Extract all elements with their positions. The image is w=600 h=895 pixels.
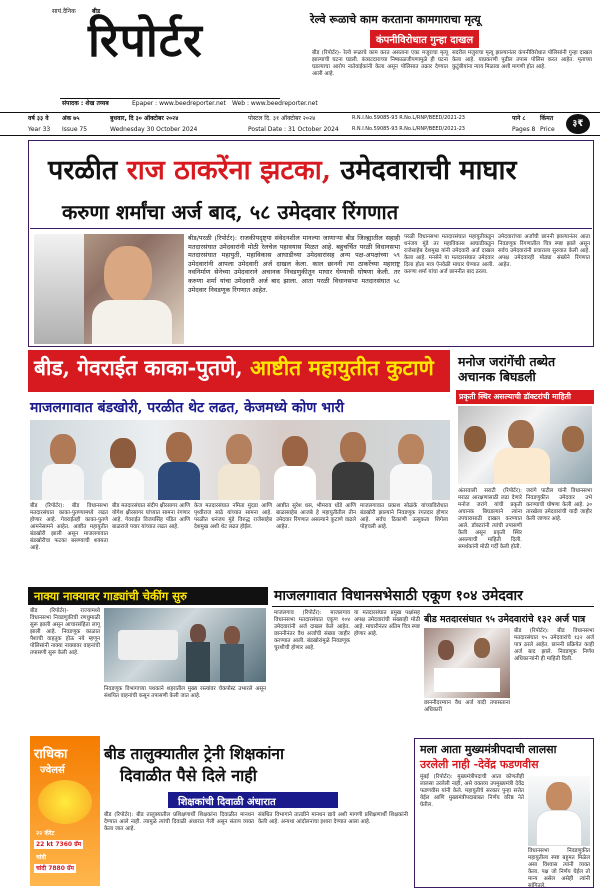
lead-body-1: बीड/परळी (रिपोर्टर): राजकीयदृष्ट्या संवेदनशील मानल्या जाणाऱ्या बीड जिल्ह्यातील सहाही मतदारसंघात उमेदवारांनी मोठी रेलचेल पहावयास मिळत आहे. बहुचर्चित परळी विधानसभा मतदारसंघात महायुती, महाविकास आघाडीच्या उमेदवारांसह अन्य पक्ष-अपक्षांच्या ५९ उमेदवारांनी आपला उमेदवारी अर्ज दाखल केला. काल छाननी त्या ठाकरेंच्या महाराष्ट्र नवनिर्माण सेनेच्या उमेदवाराने अचानक निवडणुकीतून माघार घेण्याची घोषणा केली. तर करुणा शर्मा यांचा उमेदवारी अर्ज बाद झाला. आता परळी विधानसभा मतदारसंघात ५८ उमेदवार निवडणूक रिंगणात आहेत. bbox=[188, 234, 400, 294]
manoj-body: अंतरवाली सराटी (रिपोर्टर): मराठा आरक्षणासाठी लढा देणारे मनोज जरांगे यांची प्रकृती अचानक बिघडल्याने त्यांना उपचारासाठी दाखल करण्यात आले. डॉक्टरांनी त्यांची तपासणी केली असून प्रकृती स्थिर असल्याची माहिती दिली. समर्थकांनी मोठी गर्दी केली होती. bbox=[458, 488, 522, 550]
ad-line-1: २२ कॅरेट bbox=[36, 830, 55, 837]
raj-thackeray-photo bbox=[34, 234, 184, 344]
postal-en: Postal Date : 31 October 2024 bbox=[248, 126, 339, 133]
top-story-subhead: कंपनीविरोधात गुन्हा दाखल bbox=[370, 30, 479, 48]
checking-body: बीड (रिपोर्टर)- राज्यामध्ये विधानसभा निवडणुकीची रणधुमाळी सुरू झाली असून आचारसंहिता लागू झाली आहे. निवडणूक काळात पैशाची वाहतूक होऊ नये म्हणून पोलिसांनी नाक्या नाक्यावर वाहनांची तपासणी सुरू केली आहे. bbox=[30, 608, 100, 656]
candidates-photo-strip bbox=[30, 420, 450, 500]
training-body-2: संबंधित विभागाने तातडीने मानधन द्यावे अशी मागणी प्रशिक्षणार्थी शिक्षकांनी केली आहे. अन्यथा आंदोलनाचा इशारा देण्यात आला आहे. bbox=[258, 812, 408, 825]
ad-price-1: 22 kt 7360 ग्रॅम bbox=[36, 841, 82, 848]
ad-price-2: चांदी 7880 ग्रॅम bbox=[36, 865, 74, 872]
manoj-subhead: प्रकृती स्थिर असल्याची डॉक्टरांची माहिती bbox=[456, 390, 594, 404]
beed95-photo bbox=[424, 628, 510, 698]
fadnavis-headline-1: मला आता मुख्यमंत्रीपदाची लालसा bbox=[420, 743, 557, 756]
postal-mr: पोस्टल दि. ३१ ऑक्टोबर २०२४ bbox=[248, 115, 316, 122]
second-subhead: माजलगावात बंडखोरी, परळीत थेट लढत, केजमध्ये कोण भारी bbox=[30, 400, 345, 416]
lead-body-2: परळी विधानसभा मतदारसंघात महायुतीकडून धनंजय मुंडे तर महाविकास आघाडीकडून राजेसाहेब देशमुख यांनी उमेदवारी अर्ज दाखल केला आहे. मनसेने या मतदारसंघात उमेदवार दिला होता मात्र ऐनवेळी माघार घेण्यात आली. करुणा शर्मा यांचा अर्ज छाननीत बाद ठरला. bbox=[404, 234, 494, 275]
editor-line: संपादक : शेख तय्यब bbox=[62, 100, 109, 107]
manoj-jarange-photo bbox=[458, 406, 592, 484]
price-en: Price bbox=[540, 126, 555, 133]
training-body: बीड (रिपोर्टर): बीड तालुक्यातील प्रशिक्षणार्थी शिक्षकांना दिवाळीत मानधन देण्यात आले नाही. त्यामुळे त्यांची दिवाळी अंधारात गेली असून संताप व्यक्त केला जात आहे. bbox=[104, 812, 254, 832]
issue-en: Issue 75 bbox=[62, 126, 88, 133]
second-col-2: बीड मतदारसंघात संदीप क्षीरसागर आणि योगेश क्षीरसागर यांच्यात सामना रंगणार आहे. गेवराईत विजयसिंह पंडित आणि बाळराजे पवार यांच्यात लढत आहे. bbox=[112, 503, 190, 530]
fadnavis-body: मुंबई (रिपोर्टर): मुख्यमंत्रीपदाची आता कोणतीही लालसा उरलेली नाही, असे वक्तव्य उपमुख्यमंत्री देवेंद्र फडणवीस यांनी केले. महायुतीचे सरकार पुन्हा सत्तेत येईल आणि मुख्यमंत्रीपदाबाबत निर्णय वरिष्ठ नेते घेतील. bbox=[420, 774, 524, 808]
ad-ornament bbox=[38, 780, 92, 824]
top-story-body-left: बीड (रिपोर्टर)- रेल्वे रूळाचे काम करत असताना एका मजुराचा मृत्यू झाल्याची घटना घडली. कंत्राटदाराच्या निष्काळजीपणामुळे ही घटना घडल्याचा आरोप नातेवाईकांनी केला असून पोलिसात तक्रार देण्यात आली आहे. bbox=[312, 50, 448, 77]
second-headline: बीड, गेवराईत काका-पुतणे, आष्टीत महायुतीत कुटाणे bbox=[34, 355, 434, 380]
fadnavis-photo bbox=[528, 776, 590, 846]
price-badge: ३₹ bbox=[566, 114, 590, 134]
rni-1: R.N.I.No.59085-93 R.No.L/RNP/BEED/2021-23 bbox=[352, 115, 465, 121]
manoj-body-2: जरांगे पाटील यांनी विधानसभा निवडणुकीत उमेदवार उभे करण्याची घोषणा केली आहे. ३० तारखेला उमेदवारांची यादी जाहीर केली जाणार आहे. bbox=[526, 488, 592, 522]
masthead-title: रिपोर्टर bbox=[88, 13, 203, 67]
year-en: Year 33 bbox=[28, 126, 51, 133]
majalgaon-body: माजलगाव (रिपोर्टर): माजलगाव विधानसभा मतदारसंघात एकूण १०४ उमेदवारांनी अर्ज दाखल केले आहेत. छाननीनंतर वैध अर्जांची संख्या जाहीर करण्यात आली. बंडखोरांमुळे निवडणूक चुरशीची होणार आहे. bbox=[274, 610, 350, 651]
training-headline-2: दिवाळीत पैसे दिले नाही bbox=[120, 766, 257, 785]
issue: अंक ७५ bbox=[62, 115, 80, 122]
top-story-body-right: सदरील मजुराचा मृत्यू झाल्यानंतर कंपनीविरोधात पोलिसांनी गुन्हा दाखल केला आहे. याप्रकरणी पुढील तपास पोलिस करत आहेत. मृताच्या कुटुंबीयांना न्याय मिळावा अशी मागणी होत आहे. bbox=[452, 50, 592, 70]
masthead-prefix: सायं.दैनिक bbox=[52, 8, 76, 15]
ad-line-2: चांदी bbox=[36, 854, 47, 861]
fadnavis-headline-2: उरलेली नाही -देवेंद्र फडणवीस bbox=[420, 758, 539, 771]
beed95-body: बीड (रिपोर्टर): बीड विधानसभा मतदारसंघात ९५ उमेदवारांचे १३२ अर्ज पात्र ठरले आहेत. छाननी प्रक्रियेत काही अर्ज बाद झाले. निवडणूक निर्णय अधिकाऱ्यांनी ही माहिती दिली. bbox=[514, 628, 594, 662]
lead-subhead: करुणा शर्मांचा अर्ज बाद, ५८ उमेदवार रिंगणात bbox=[62, 200, 399, 224]
top-story-headline: रेल्वे रूळाचे काम करताना कामगाराचा मृत्यू bbox=[310, 13, 481, 26]
manoj-headline: मनोज जरांगेंची तब्येत अचानक बिघडली bbox=[458, 354, 556, 384]
beed95-caption: छाननीदरम्यान वैध अर्ज यादी तपासताना अधिकारी bbox=[424, 700, 510, 713]
second-col-1: बीड (रिपोर्टर): बीड विधानसभा मतदारसंघात काका-पुतण्यामध्ये लढत होणार आहे. गेवराईतही काका-पुतणे आमनेसामने आहेत. आष्टीत महायुतीत बंडखोरी झाली असून माजलगावात बंडखोरीचा फटका बसण्याची शक्यता आहे. bbox=[30, 503, 108, 551]
second-col-4: आष्टीत सुरेश धस, भीमराव धोंडे आणि बाळासाहेब आजबे हे महायुतीतील तीन उमेदवार रिंगणात असल्याने कुटाणे वाढले आहेत. bbox=[276, 503, 356, 530]
checking-headline: नाक्या नाक्यावर गाड्यांची चेकींग सुरु bbox=[34, 589, 187, 603]
masthead-city: बीड bbox=[92, 8, 101, 15]
beed95-headline: बीड मतदारसंघात ९५ उमेदवारांचे १३२ अर्ज पात्र bbox=[424, 614, 586, 625]
majalgaon-headline: माजलगावात विधानसभेसाठी एकूण १०४ उमेदवार bbox=[274, 588, 523, 604]
fadnavis-body-2: विधानसभा निवडणुकीत महायुतीला स्पष्ट बहुमत मिळेल असा विश्वास त्यांनी व्यक्त केला. पक्ष जो निर्णय घेईल तो मान्य असेल असेही त्यांनी सांगितले. bbox=[528, 848, 590, 889]
volume: वर्ष ३३ वे bbox=[28, 115, 49, 122]
epaper-link[interactable]: Epaper : www.beedreporter.net bbox=[132, 100, 226, 107]
price-mr: किंमत bbox=[540, 115, 554, 122]
lead-body-3: उमेदवारांच्या अर्जांची छाननी झाल्यानंतर आता निवडणूक रिंगणातील चित्र स्पष्ट झाले असून सर्वच उमेदवारांनी प्रचाराला सुरुवात केली आहे. अपक्ष उमेदवारही मोठ्या संख्येने रिंगणात आहेत. bbox=[498, 234, 590, 268]
ad-sub: ज्वेलर्स bbox=[40, 765, 65, 776]
checking-photo bbox=[104, 608, 266, 682]
date-marathi: बुधवार, दि ३० ऑक्टोबर २०२४ bbox=[110, 115, 179, 122]
checking-body-2: निवडणूक विभागाच्या पथकाने शहरातील मुख्य रस्त्यांवर चेकपोस्ट उभारले असून संशयित वाहनांची कसून तपासणी केली जात आहे. bbox=[104, 686, 266, 699]
date-en: Wednesday 30 October 2024 bbox=[110, 126, 198, 133]
rni-2: R.N.I.No.59085-93 R.No.L/RNP/BEED/2021-23 bbox=[352, 126, 465, 132]
training-headline-1: बीड तालुक्यातील ट्रेनी शिक्षकांना bbox=[104, 744, 284, 763]
website-link[interactable]: Web : www.beedreporter.net bbox=[232, 100, 318, 107]
majalgaon-body-2: या मतदारसंघात प्रमुख पक्षांसह अपक्ष उमेदवारांची संख्याही मोठी आहे. माघारीनंतर अंतिम चित्र स्पष्ट होणार आहे. bbox=[354, 610, 420, 637]
pages-en: Pages 8 bbox=[512, 126, 536, 133]
lead-headline: परळीत राज ठाकरेंना झटका, उमेदवाराची माघार bbox=[48, 155, 517, 186]
pages-mr: पाने ८ bbox=[512, 115, 526, 122]
second-col-5: माजलगावात प्रकाश सोळंके यांच्याविरोधात बंडखोरी झाल्याने निवडणूक रंगतदार होणार आहे. सर्वच ठिकाणी उत्सुकता शिगेला पोहचली आहे. bbox=[360, 503, 448, 530]
training-subhead: शिक्षकांची दिवाळी अंधारात bbox=[178, 797, 276, 808]
ad-name: राधिका bbox=[34, 747, 68, 762]
second-col-3: केज मतदारसंघात नमिता मुंदडा आणि पृथ्वीराज साठे यांच्यात सामना आहे. परळीत धनंजय मुंडे विरुद्ध राजेसाहेब देशमुख अशी थेट लढत होईल. bbox=[194, 503, 272, 530]
